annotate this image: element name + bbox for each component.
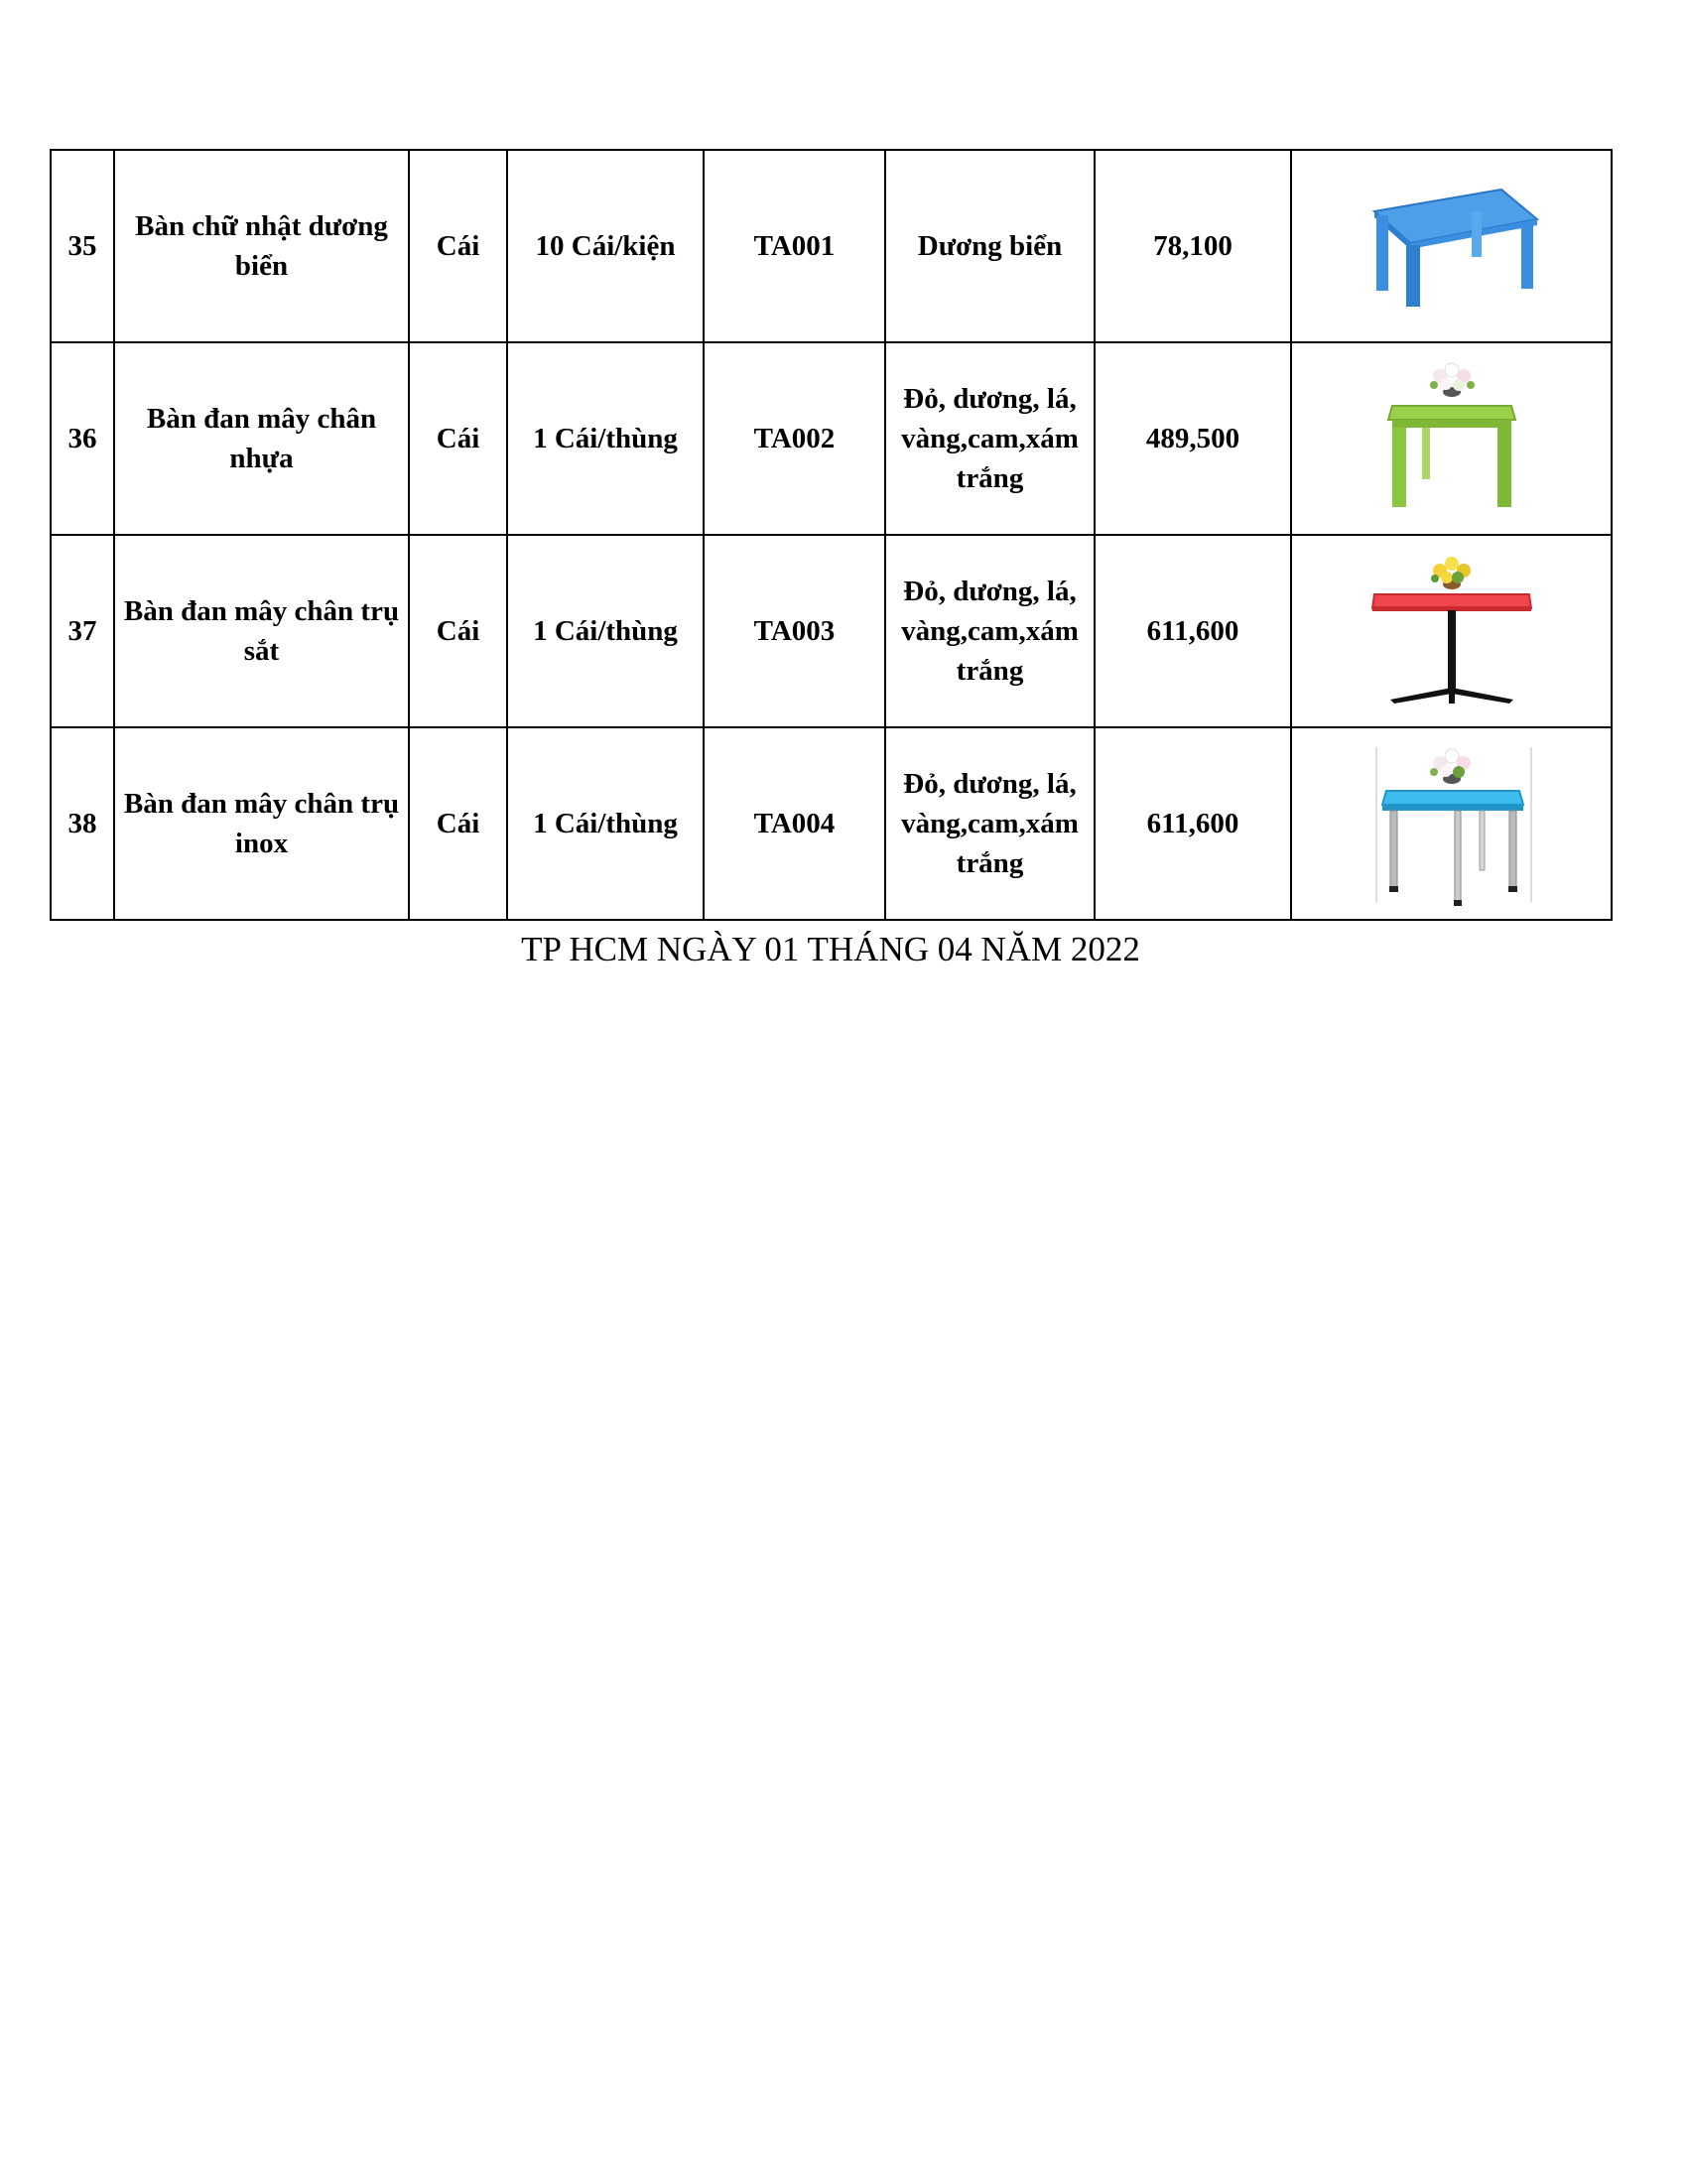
unit: Cái (409, 342, 507, 535)
flower-vase-icon (1430, 749, 1471, 784)
product-image-cell (1291, 150, 1612, 342)
product-code: TA001 (704, 150, 885, 342)
green-rattan-table-plastic-legs-icon (1353, 354, 1551, 523)
blue-rattan-table-inox-legs-icon (1353, 739, 1551, 908)
product-name: Bàn chữ nhật dương biển (114, 150, 409, 342)
table-row (51, 727, 1612, 920)
product-name: Bàn đan mây chân nhựa (114, 342, 409, 535)
product-code: TA004 (704, 727, 885, 920)
table-row (51, 150, 1612, 342)
colors: Đỏ, dương, lá, vàng,cam,xám trắng (885, 535, 1095, 727)
product-code: TA003 (704, 535, 885, 727)
packing: 1 Cái/thùng (507, 727, 704, 920)
row-number: 37 (51, 535, 114, 727)
flower-vase-icon (1431, 557, 1471, 589)
packing: 10 Cái/kiện (507, 150, 704, 342)
packing: 1 Cái/thùng (507, 535, 704, 727)
product-code: TA002 (704, 342, 885, 535)
product-image-cell (1291, 727, 1612, 920)
price: 78,100 (1095, 150, 1291, 342)
row-number: 36 (51, 342, 114, 535)
red-rattan-table-iron-pedestal-icon (1353, 547, 1551, 715)
row-number: 38 (51, 727, 114, 920)
unit: Cái (409, 727, 507, 920)
flower-vase-icon (1430, 363, 1475, 397)
colors: Dương biển (885, 150, 1095, 342)
table-row (51, 535, 1612, 727)
unit: Cái (409, 150, 507, 342)
product-name: Bàn đan mây chân trụ inox (114, 727, 409, 920)
colors: Đỏ, dương, lá, vàng,cam,xám trắng (885, 727, 1095, 920)
price: 611,600 (1095, 727, 1291, 920)
footer-date: TP HCM NGÀY 01 THÁNG 04 NĂM 2022 (521, 930, 1140, 968)
row-number: 35 (51, 150, 114, 342)
price: 489,500 (1095, 342, 1291, 535)
blue-rectangular-plastic-table-icon (1353, 172, 1551, 321)
product-image-cell (1291, 535, 1612, 727)
colors: Đỏ, dương, lá, vàng,cam,xám trắng (885, 342, 1095, 535)
price: 611,600 (1095, 535, 1291, 727)
price-table (50, 149, 1613, 921)
unit: Cái (409, 535, 507, 727)
product-name: Bàn đan mây chân trụ sắt (114, 535, 409, 727)
product-image-cell (1291, 342, 1612, 535)
packing: 1 Cái/thùng (507, 342, 704, 535)
table-row (51, 342, 1612, 535)
